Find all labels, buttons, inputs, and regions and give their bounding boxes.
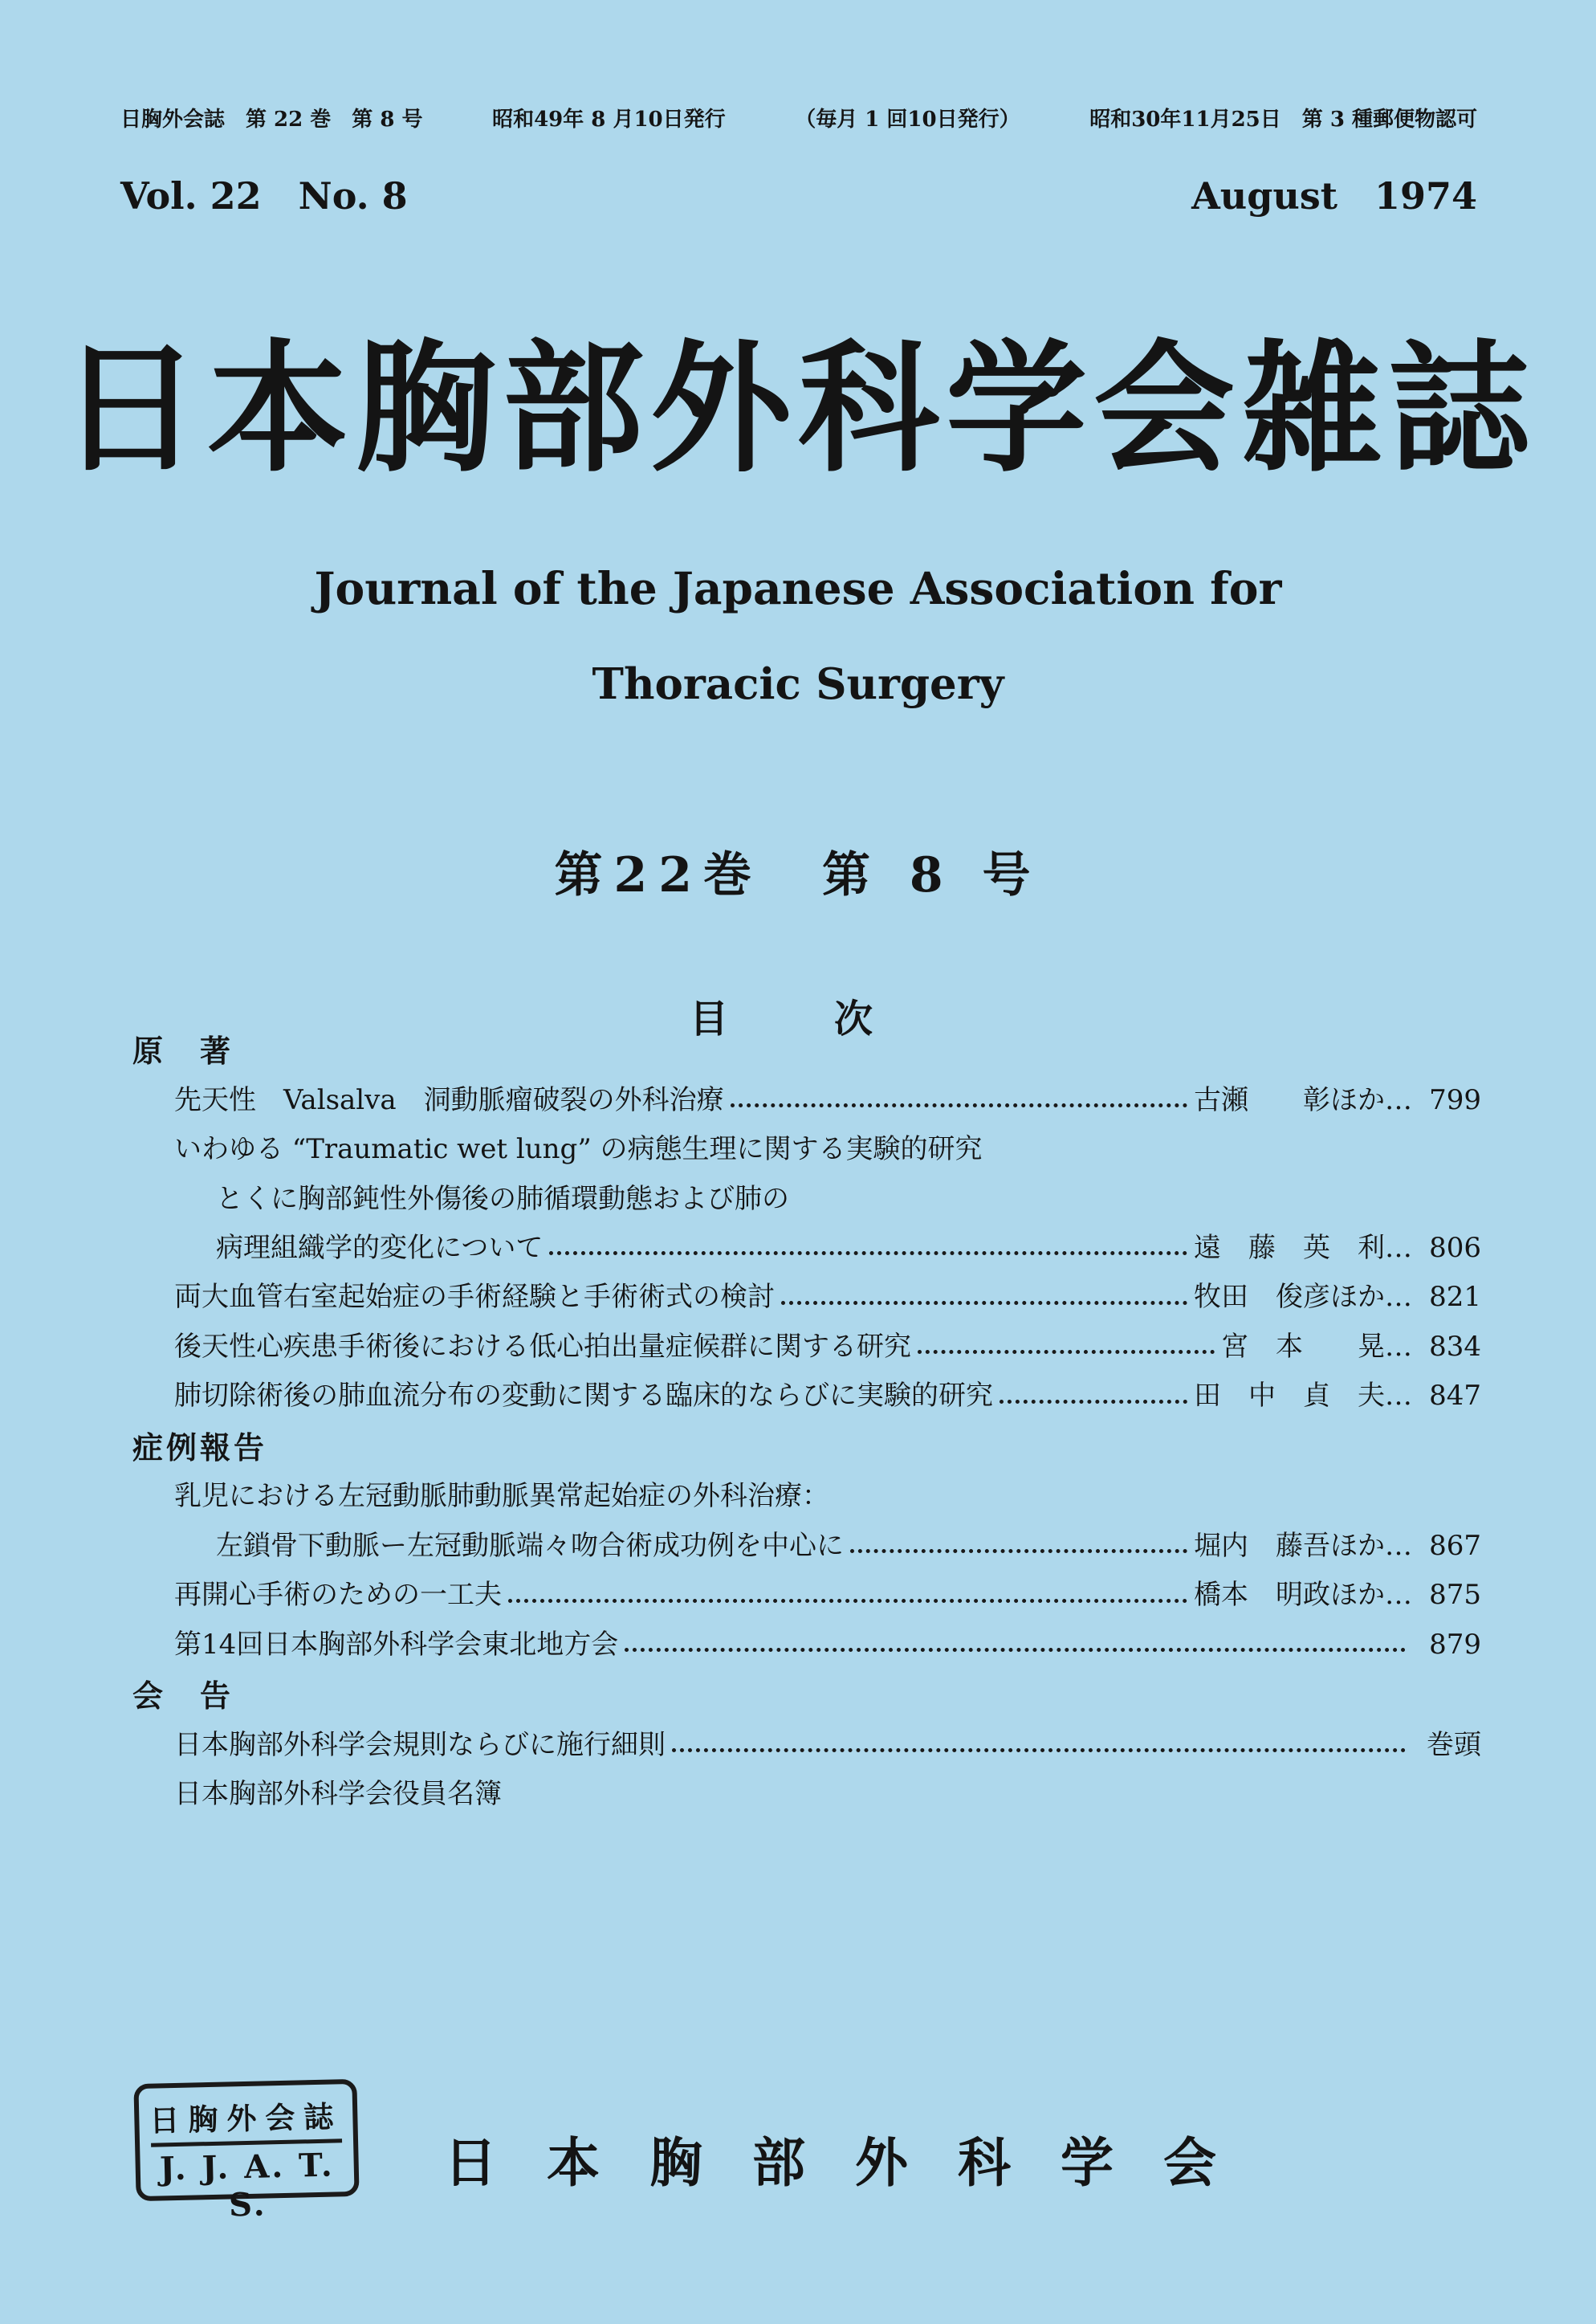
toc-entry-author: 宮 本 晃…	[1221, 1330, 1412, 1363]
toc-section-original-articles	[132, 1034, 1481, 1412]
stamp-initials: J. J. A. T. S.	[159, 2146, 336, 2224]
toc-entry-author: 橋本 明政ほか…	[1194, 1579, 1412, 1612]
toc-entry-title: 両大血管右室起始症の手術経験と手術術式の検討	[174, 1281, 775, 1314]
toc-entry-continuation	[132, 1184, 1481, 1214]
toc-entry-title: 第14回日本胸部外科学会東北地方会	[174, 1628, 619, 1661]
toc-entry-title: 病理組織学的変化について	[216, 1231, 544, 1264]
toc-entry-title: いわゆる “Traumatic wet lung” の病態生理に関する実験的研究	[174, 1133, 983, 1166]
journal-title-japanese: 日本胸部外科学会雑誌	[59, 325, 1537, 491]
toc-entry-page: 875	[1429, 1579, 1481, 1612]
toc-entry-author: 古瀬 彰ほか…	[1194, 1083, 1412, 1116]
toc-entry-title: 日本胸部外科学会役員名簿	[174, 1778, 502, 1811]
toc-entry-title: 再開心手術のための一工夫	[174, 1579, 502, 1612]
toc-entry-title: 後天性心疾患手術後における低心拍出量症候群に関する研究	[174, 1330, 911, 1363]
volume-number-en: Vol. 22 No. 8	[120, 174, 408, 218]
stamp-journal-abbrev: 日胸外会誌	[149, 2098, 343, 2138]
toc-section-heading: 会 告	[132, 1677, 234, 1714]
toc-entry-continuation	[132, 1233, 1481, 1263]
toc-entry	[132, 1482, 1481, 1511]
journal-title-english-line1: Journal of the Japanese Association for	[314, 562, 1282, 614]
toc-entry-title: とくに胸部鈍性外傷後の肺循環動態および肺の	[216, 1182, 789, 1215]
volume-date-line	[120, 167, 1477, 220]
toc-entry-page: 806	[1429, 1231, 1481, 1264]
toc-entry-page: 879	[1429, 1628, 1481, 1661]
toc-entry-page: 821	[1429, 1281, 1481, 1314]
toc-entry-page: 799	[1429, 1083, 1481, 1116]
journal-title-english-line2: Thoracic Surgery	[592, 659, 1004, 709]
toc-section-case-reports	[132, 1431, 1481, 1660]
toc-entry-author: 田 中 貞 夫…	[1194, 1380, 1412, 1413]
postal-approval: 昭和30年11月25日 第 3 種郵便物認可	[1089, 108, 1477, 132]
toc-entry-author: 堀内 藤吾ほか…	[1194, 1529, 1412, 1562]
issue-date-en: August 1974	[1191, 174, 1477, 218]
toc-entry-page: 867	[1429, 1529, 1481, 1562]
journal-title-english	[0, 562, 1596, 709]
toc-heading: 目 次	[689, 997, 906, 1042]
toc-entry-title: 肺切除術後の肺血流分布の変動に関する臨床的ならびに実験的研究	[174, 1380, 993, 1413]
toc-entry	[132, 1282, 1481, 1312]
journal-abbrev-volume: 日胸外会誌 第 22 巻 第 8 号	[120, 108, 423, 132]
toc-entry	[132, 1135, 1481, 1164]
toc-entry	[132, 1381, 1481, 1411]
toc-entry-title: 日本胸部外科学会規則ならびに施行細則	[174, 1728, 666, 1761]
toc-entry-page: 834	[1429, 1330, 1481, 1363]
toc-entry-title: 先天性 Valsalva 洞動脈瘤破裂の外科治療	[174, 1083, 724, 1116]
toc-entry-title: 乳児における左冠動脈肺動脈異常起始症の外科治療：	[174, 1480, 829, 1513]
toc-section-heading: 症例報告	[132, 1429, 268, 1466]
publish-date: 昭和49年 8 月10日発行	[492, 108, 726, 132]
masthead-info-line	[120, 103, 1477, 133]
society-name: 日本胸部外科学会	[444, 2131, 1266, 2194]
toc-entry-page: 847	[1429, 1380, 1481, 1413]
publish-frequency: （毎月 1 回10日発行）	[795, 108, 1020, 132]
toc-entry	[132, 1083, 1481, 1116]
toc-entry	[132, 1630, 1481, 1660]
toc-entry	[132, 1728, 1481, 1761]
toc-entry-author: 遠 藤 英 利…	[1194, 1231, 1412, 1264]
toc-section-heading: 原 著	[132, 1033, 234, 1069]
toc-entry-title: 左鎖骨下動脈ー左冠動脈端々吻合術成功例を中心に	[216, 1529, 844, 1562]
toc-entry-continuation	[132, 1531, 1481, 1561]
table-of-contents	[132, 1034, 1481, 1829]
jjats-stamp	[133, 2079, 359, 2224]
toc-entry-author: 牧田 俊彦ほか…	[1194, 1281, 1412, 1314]
toc-entry	[132, 1580, 1481, 1610]
toc-section-announcements	[132, 1679, 1481, 1810]
issue-heading: 第22巻 第 8 号	[554, 847, 1042, 903]
toc-entry	[132, 1332, 1481, 1362]
toc-entry-page: 巻頭	[1427, 1728, 1481, 1761]
toc-entry	[132, 1780, 1481, 1809]
